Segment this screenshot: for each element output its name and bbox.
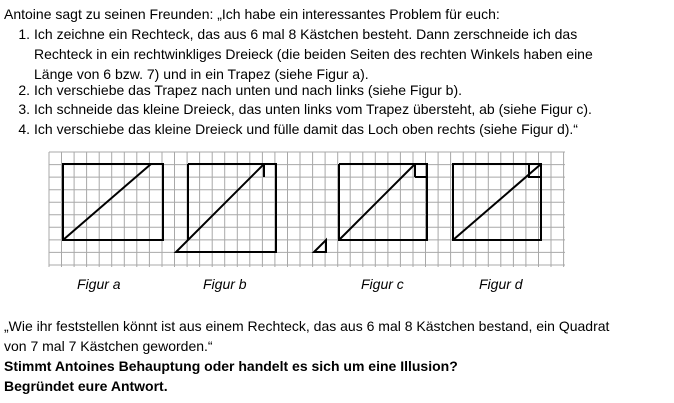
caption-figure-d: Figur d (479, 276, 523, 292)
question-text: Stimmt Antoines Behauptung oder handelt es sich um eine Illusion? (4, 358, 458, 374)
quote-line-2: von 7 mal 7 Kästchen geworden.“ (4, 338, 213, 354)
caption-figure-a: Figur a (77, 276, 121, 292)
step-4-line-1: Ich verschiebe das kleine Dreieck und fülle damit das Loch oben rechts (siehe Figur d).“ (34, 121, 578, 137)
step-number: 2. (18, 82, 30, 98)
step-1-line-1: Ich zeichne ein Rechteck, das aus 6 mal 8 Kästchen besteht. Dann zerschneide ich das (34, 26, 578, 42)
caption-figure-c: Figur c (361, 276, 404, 292)
quote-line-1: „Wie ihr feststellen könnt ist aus einem Rechteck, das aus 6 mal 8 Kästchen bestand, ein Quadrat (4, 318, 610, 334)
step-number: 1. (18, 26, 30, 42)
instruction-text: Begründet eure Antwort. (4, 378, 168, 394)
step-3-line-1: Ich schneide das kleine Dreieck, das unten links vom Trapez übersteht, ab (siehe Figur c). (34, 101, 592, 117)
caption-figure-b: Figur b (203, 276, 247, 292)
step-1-line-2: Rechteck in ein rechtwinkliges Dreieck (die beiden Seiten des rechten Winkels haben eine (34, 46, 593, 62)
quote-block (4, 316, 672, 396)
step-number: 3. (18, 101, 30, 117)
step-2-line-1: Ich verschiebe das Trapez nach unten und nach links (siehe Figur b). (34, 82, 463, 98)
intro-text: Antoine sagt zu seinen Freunden: „Ich habe ein interessantes Problem für euch: (4, 6, 500, 22)
step-number: 4. (18, 121, 30, 137)
step-1-line-3: Länge von 6 bzw. 7) und in ein Trapez (siehe Figur a). (34, 66, 369, 82)
